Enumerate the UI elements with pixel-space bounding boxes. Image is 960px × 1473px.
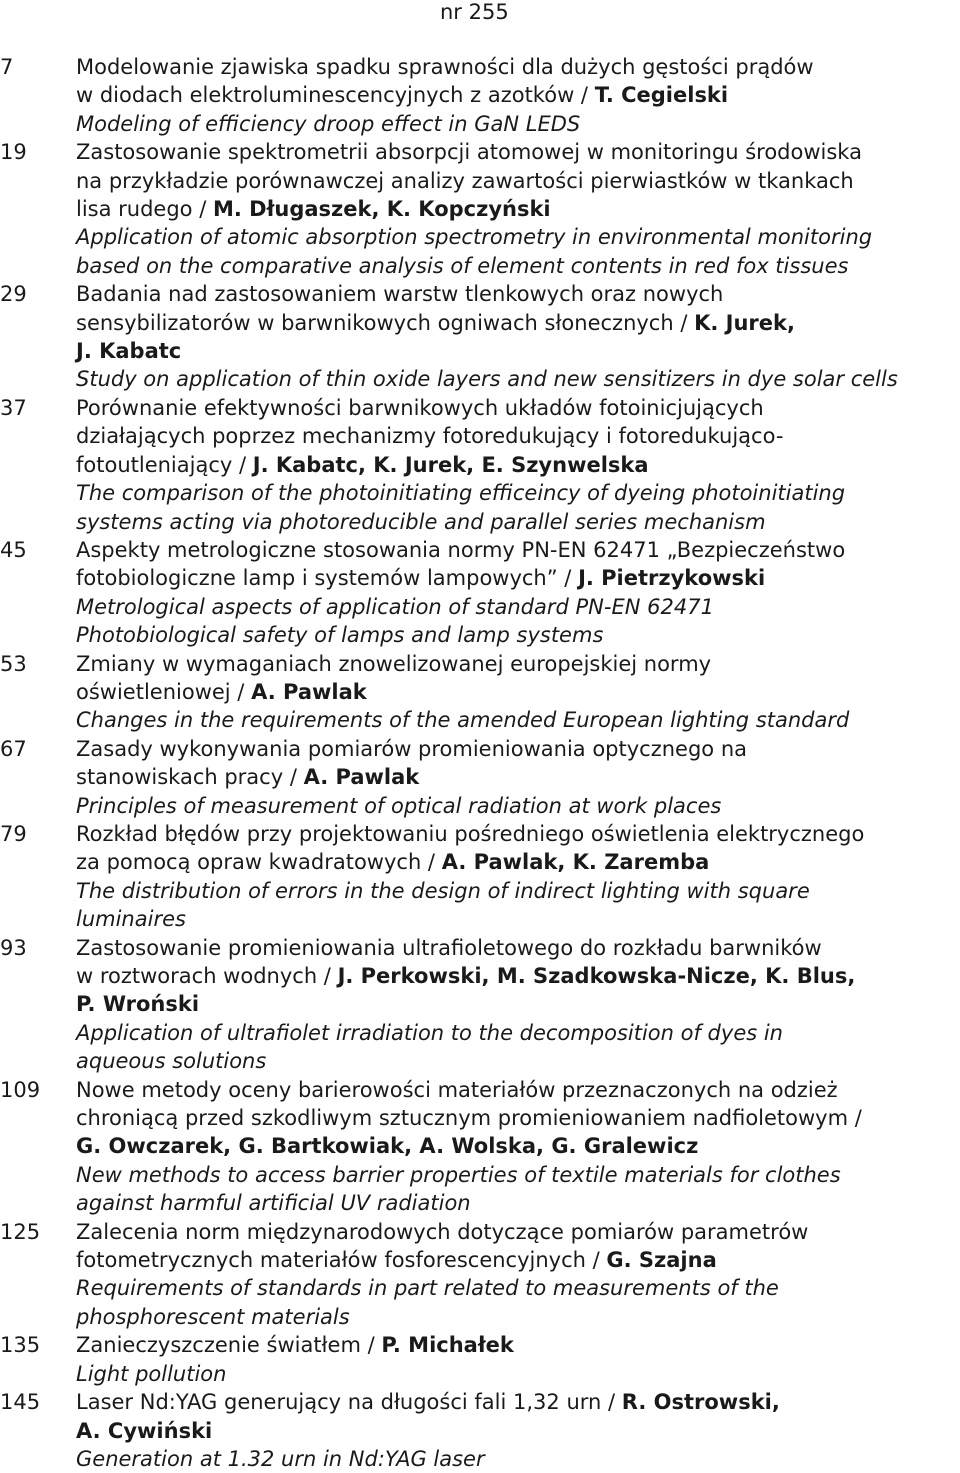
english-title-line: Changes in the requirements of the amended European lighting standard bbox=[76, 708, 850, 733]
polish-title-text: Zalecenia norm międzynarodowych dotyczące pomiarów parametrów bbox=[76, 1219, 809, 1244]
polish-title-line bbox=[76, 763, 960, 791]
english-title-line: aqueous solutions bbox=[76, 1049, 267, 1074]
entry-body bbox=[76, 1218, 960, 1332]
polish-title-line bbox=[76, 536, 960, 564]
polish-title-line bbox=[76, 280, 960, 308]
polish-title-text: Zastosowanie promieniowania ultrafioletowego do rozkładu barwników bbox=[76, 935, 822, 960]
entry-body bbox=[76, 1331, 960, 1388]
authors-continued: A. Cywiński bbox=[76, 1418, 213, 1443]
entry-body bbox=[76, 650, 960, 735]
toc-entry bbox=[0, 650, 960, 735]
toc-entry bbox=[0, 934, 960, 1076]
page-number: 37 bbox=[0, 395, 27, 420]
toc-entry bbox=[0, 1331, 960, 1388]
page-number: 19 bbox=[0, 140, 27, 165]
english-title-line: Study on application of thin oxide layers and new sensitizers in dye solar cells bbox=[76, 367, 898, 392]
english-title-line: against harmful artificial UV radiation bbox=[76, 1191, 471, 1216]
toc-entry bbox=[0, 735, 960, 820]
authors: J. Kabatc, K. Jurek, E. Szynwelska bbox=[252, 452, 649, 477]
polish-title-text: oświetleniowej / bbox=[76, 679, 252, 704]
polish-title-line bbox=[76, 848, 960, 876]
polish-title-text: lisa rudego / bbox=[76, 197, 213, 222]
page-number: 53 bbox=[0, 651, 27, 676]
authors-continued: G. Owczarek, G. Bartkowiak, A. Wolska, G. Gralewicz bbox=[76, 1134, 699, 1159]
authors: J. Perkowski, M. Szadkowska-Nicze, K. Blus, bbox=[337, 964, 856, 988]
english-title-line: Photobiological safety of lamps and lamp systems bbox=[76, 623, 604, 648]
entry-body bbox=[76, 138, 960, 280]
entry-body bbox=[76, 735, 960, 820]
page-number: 93 bbox=[0, 935, 27, 960]
toc-entry bbox=[0, 1388, 960, 1473]
entry-body bbox=[76, 536, 960, 650]
page-number: 109 bbox=[0, 1077, 41, 1102]
polish-title-line bbox=[76, 1388, 960, 1416]
polish-title-text: Nowe metody oceny barierowości materiałów przeznaczonych na odzież bbox=[76, 1077, 838, 1102]
english-title-line: Metrological aspects of application of standard PN-EN 62471 bbox=[76, 594, 714, 619]
polish-title-text: Badania nad zastosowaniem warstw tlenkowych oraz nowych bbox=[76, 282, 724, 307]
authors-continued: J. Kabatc bbox=[76, 339, 182, 364]
polish-title-text: Zasady wykonywania pomiarów promieniowania optycznego na bbox=[76, 736, 747, 761]
toc-entry bbox=[0, 536, 960, 650]
polish-title-line bbox=[76, 1218, 960, 1246]
polish-title-text: Modelowanie zjawiska spadku sprawności dla dużych gęstości prądów bbox=[76, 55, 814, 79]
entry-body bbox=[76, 1388, 960, 1473]
english-title-line: Application of ultrafiolet irradiation to the decomposition of dyes in bbox=[76, 1020, 783, 1045]
polish-title-line bbox=[76, 564, 960, 592]
polish-title-text: w diodach elektroluminescencyjnych z azotków / bbox=[76, 83, 595, 108]
entry-body bbox=[76, 53, 960, 138]
authors: T. Cegielski bbox=[594, 83, 729, 108]
authors: M. Długaszek, K. Kopczyński bbox=[212, 197, 551, 222]
english-title-line: New methods to access barrier properties of textile materials for clothes bbox=[76, 1162, 841, 1187]
english-title-line: Generation at 1.32 urn in Nd:YAG laser bbox=[76, 1446, 485, 1471]
page-number: 45 bbox=[0, 537, 27, 562]
table-of-contents bbox=[0, 53, 960, 1473]
english-title-line: The comparison of the photoinitiating efficeincy of dyeing photoinitiating bbox=[76, 481, 846, 506]
polish-title-text: Aspekty metrologiczne stosowania normy PN-EN 62471 „Bezpieczeństwo bbox=[76, 537, 846, 562]
polish-title-line bbox=[76, 81, 960, 109]
polish-title-text: chroniącą przed szkodliwym sztucznym promieniowaniem nadfioletowym / bbox=[76, 1106, 862, 1131]
english-title-line: Principles of measurement of optical radiation at work places bbox=[76, 793, 722, 818]
polish-title-text: Zanieczyszczenie światłem / bbox=[76, 1333, 382, 1358]
toc-entry bbox=[0, 1218, 960, 1332]
polish-title-line bbox=[76, 138, 960, 166]
authors-continued: P. Wroński bbox=[76, 992, 200, 1017]
entry-body bbox=[76, 934, 960, 1076]
entry-body bbox=[76, 1076, 960, 1218]
entry-body bbox=[76, 394, 960, 536]
polish-title-line bbox=[76, 422, 960, 450]
polish-title-text: na przykładzie porównawczej analizy zawartości pierwiastków w tkankach bbox=[76, 168, 854, 193]
polish-title-text: działających poprzez mechanizmy fotoredukujący i fotoredukująco- bbox=[76, 424, 784, 449]
page-number: 135 bbox=[0, 1333, 41, 1358]
polish-title-line bbox=[76, 451, 960, 479]
authors: R. Ostrowski, bbox=[621, 1390, 780, 1415]
entry-body bbox=[76, 820, 960, 934]
authors: A. Pawlak bbox=[251, 679, 367, 704]
polish-title-text: sensybilizatorów w barwnikowych ogniwach słonecznych / bbox=[76, 310, 695, 335]
english-title-line: Requirements of standards in part related to measurements of the bbox=[76, 1276, 779, 1301]
polish-title-text: Zmiany w wymaganiach znowelizowanej europejskiej normy bbox=[76, 651, 712, 676]
authors: A. Pawlak bbox=[303, 765, 420, 790]
polish-title-line bbox=[76, 167, 960, 195]
english-title-line: Light pollution bbox=[76, 1361, 227, 1386]
authors: P. Michałek bbox=[381, 1333, 514, 1358]
polish-title-text: fotobiologiczne lamp i systemów lampowych” / bbox=[76, 566, 579, 591]
english-title-line: The distribution of errors in the design of indirect lighting with square bbox=[76, 878, 810, 903]
toc-entry bbox=[0, 53, 960, 138]
polish-title-text: w roztworach wodnych / bbox=[76, 964, 338, 988]
english-title-line: luminaires bbox=[76, 907, 186, 932]
polish-title-text: fotoutleniający / bbox=[76, 452, 253, 477]
english-title-line: systems acting via photoreducible and parallel series mechanism bbox=[76, 509, 766, 534]
authors: K. Jurek, bbox=[694, 310, 795, 335]
page-number: 125 bbox=[0, 1219, 41, 1244]
english-title-line: based on the comparative analysis of element contents in red fox tissues bbox=[76, 253, 849, 278]
polish-title-line bbox=[76, 735, 960, 763]
polish-title-line bbox=[76, 394, 960, 422]
polish-title-line bbox=[76, 962, 960, 990]
polish-title-line bbox=[76, 650, 960, 678]
polish-title-line bbox=[76, 309, 960, 337]
polish-title-text: Porównanie efektywności barwnikowych układów fotoinicjujących bbox=[76, 395, 764, 420]
polish-title-text: za pomocą opraw kwadratowych / bbox=[76, 850, 442, 875]
toc-entry bbox=[0, 394, 960, 536]
authors: G. Szajna bbox=[606, 1248, 717, 1273]
polish-title-line bbox=[76, 820, 960, 848]
entry-body bbox=[76, 280, 960, 394]
polish-title-line bbox=[76, 1331, 960, 1359]
english-title-line: Application of atomic absorption spectrometry in environmental monitoring bbox=[76, 225, 873, 250]
polish-title-text: fotometrycznych materiałów fosforescencyjnych / bbox=[76, 1248, 607, 1273]
english-title-line: phosphorescent materials bbox=[76, 1304, 350, 1329]
polish-title-line bbox=[76, 1246, 960, 1274]
polish-title-text: stanowiskach pracy / bbox=[76, 765, 304, 790]
polish-title-line bbox=[76, 1104, 960, 1132]
page-number: 67 bbox=[0, 736, 27, 761]
toc-entry bbox=[0, 280, 960, 394]
polish-title-line bbox=[76, 195, 960, 223]
polish-title-text: Rozkład błędów przy projektowaniu pośredniego oświetlenia elektrycznego bbox=[76, 821, 865, 846]
issue-number: nr 255 bbox=[440, 0, 509, 24]
english-title-line: Modeling of efficiency droop effect in GaN LEDS bbox=[76, 111, 581, 136]
toc-entry bbox=[0, 138, 960, 280]
polish-title-line bbox=[76, 1076, 960, 1104]
toc-entry bbox=[0, 820, 960, 934]
page-number: 7 bbox=[0, 55, 14, 79]
page-number: 145 bbox=[0, 1390, 41, 1415]
polish-title-text: Zastosowanie spektrometrii absorpcji atomowej w monitoringu środowiska bbox=[76, 140, 862, 165]
authors: A. Pawlak, K. Zaremba bbox=[441, 850, 710, 875]
toc-entry bbox=[0, 1076, 960, 1218]
polish-title-text: Laser Nd:YAG generujący na długości fali 1,32 urn / bbox=[76, 1390, 622, 1415]
polish-title-line bbox=[76, 678, 960, 706]
authors: J. Pietrzykowski bbox=[578, 566, 766, 591]
polish-title-line bbox=[76, 934, 960, 962]
page-number: 79 bbox=[0, 821, 27, 846]
page-number: 29 bbox=[0, 282, 27, 307]
polish-title-line bbox=[76, 53, 960, 81]
